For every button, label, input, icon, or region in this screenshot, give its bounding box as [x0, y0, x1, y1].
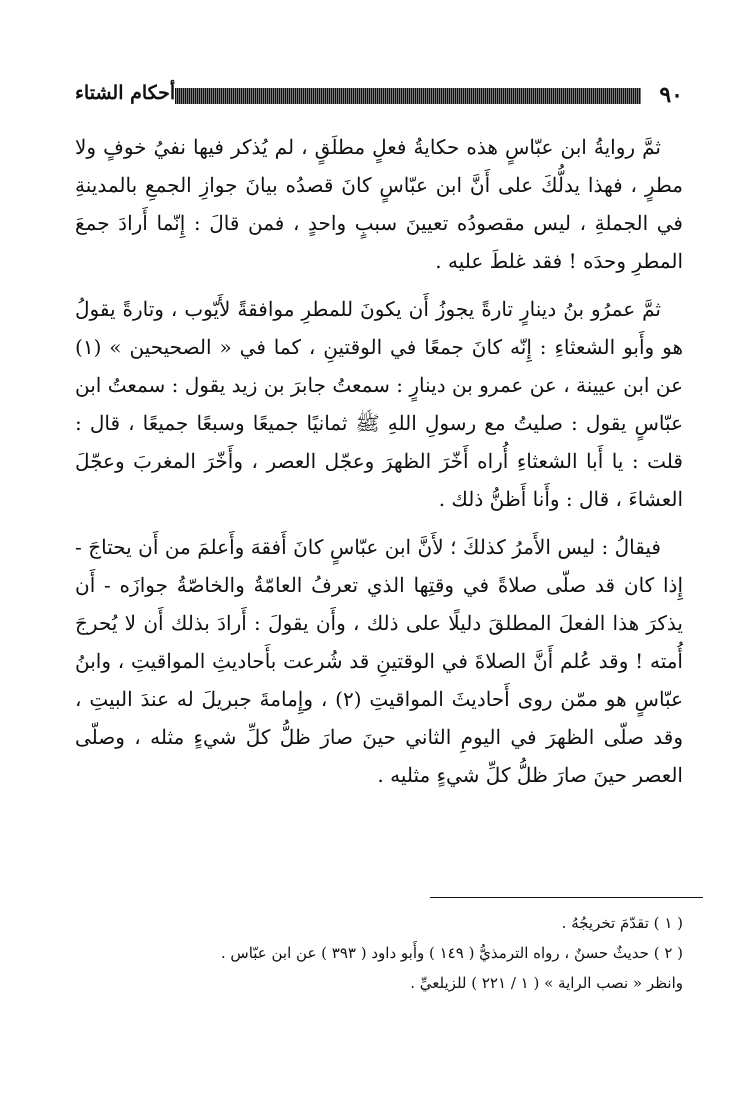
paragraph: ثمَّ روايةُ ابن عبّاسٍ هذه حكايةُ فعلٍ مطلَقٍ ، لم يُذكر فيها نفيُ خوفٍ ولا مطرٍ ، فهذا يدلُّكَ على أَنَّ ابن عبّاسٍ كانَ قصدُه بيانَ جوازِ الجمعِ بالمدينةِ في الجملةِ ، ليس مقصودُه تعيينَ سببٍ واحدٍ ، فمن قالَ : إِنّما أَرادَ جمعَ المطرِ وحدَه ! فقد غلطَ عليه . — [75, 135, 683, 273]
footnotes — [75, 908, 683, 998]
header-rule — [175, 88, 641, 104]
page-number: ٩٠ — [659, 82, 683, 108]
running-title: أحكام الشتاء — [75, 82, 176, 104]
footnote-1: ( ١ ) تقدّمَ تخريجُهُ . — [561, 914, 683, 932]
paragraph: ثمَّ عمرُو بنُ دينارٍ تارةً يجوزُ أَن يكونَ للمطرِ موافقةً لأَيّوب ، وتارةً يقولُ هو وأَبو الشعثاءِ : إِنّه كانَ جمعًا في الوقتينِ ، كما في « الصحيحين » (١) عن ابن عيينة ، عن عمرو بن دينارٍ : سمعتُ جابرَ بن زيد يقول : سمعتُ ابن عبّاسٍ يقول : صليتُ مع رسولِ اللهِ ﷺ ثمانيًا جميعًا وسبعًا جميعًا ، قال : قلت : يا أَبا الشعثاءِ أُراه أَخّرَ الظهرَ وعجّل العصر ، وأَخّرَ المغربَ وعجّلَ العشاءَ ، قال : وأَنا أَظنُّ ذلك . — [75, 297, 683, 511]
page-header — [75, 80, 683, 120]
footnote-2-continued: وانظر « نصب الراية » ( ١ / ٢٢١ ) للزيلعيِّ . — [410, 974, 683, 992]
main-text — [75, 128, 683, 804]
footnote-2: ( ٢ ) حديثٌ حسنٌ ، رواه الترمذيُّ ( ١٤٩ ) وأَبو داود ( ٣٩٣ ) عن ابن عبّاس . — [220, 944, 683, 962]
footnote-separator — [430, 897, 703, 898]
paragraph: فيقالُ : ليس الأَمرُ كذلكَ ؛ لأَنَّ ابن عبّاسٍ كانَ أَفقهَ وأَعلمَ من أَن يحتاجَ - إِذا كان قد صلّى صلاةً في وقتِها الذي تعرفُ العامّةُ والخاصّةُ جوازَه - أَن يذكرَ هذا الفعلَ المطلقَ دليلًا على ذلك ، وأَن يقولَ : أَرادَ بذلك أَن لا يُحرجَ أُمته ! وقد عُلم أَنَّ الصلاةَ في الوقتينِ قد شُرعت بأَحاديثِ المواقيتِ ، وابنُ عبّاسٍ هو ممّن روى أَحاديثَ المواقيتِ (٢) ، وإِمامةَ جبريلَ له عندَ البيتِ ، وقد صلّى الظهرَ في اليومِ الثاني حينَ صارَ ظلُّ كلِّ شيءٍ مثله ، وصلّى العصر حينَ صارَ ظلُّ كلِّ شيءٍ مثليه . — [75, 535, 684, 787]
